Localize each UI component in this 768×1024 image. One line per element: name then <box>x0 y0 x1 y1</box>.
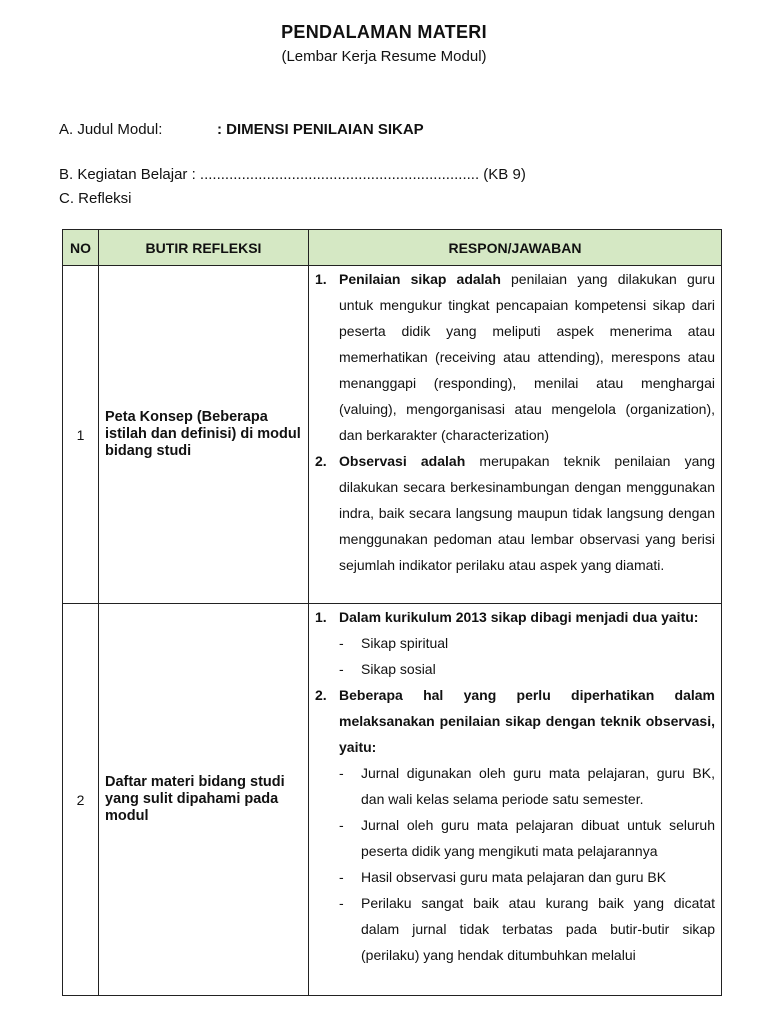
page-title: PENDALAMAN MATERI <box>281 22 487 42</box>
bullet-point <box>315 890 715 968</box>
bullet-text: Jurnal digunakan oleh guru mata pelajaran, guru BK, dan wali kelas selama periode satu semester. <box>361 765 715 807</box>
refleksi-label: C. Refleksi <box>59 190 132 207</box>
dash-marker: - <box>339 765 344 781</box>
bullet-point <box>315 864 715 890</box>
dash-marker: - <box>339 661 344 677</box>
response-item <box>315 266 715 448</box>
bullet-text: Jurnal oleh guru mata pelajaran dibuat untuk seluruh peserta didik yang mengikuti mata pelajarannya <box>361 817 715 859</box>
judul-modul-value: : DIMENSI PENILAIAN SIKAP <box>217 121 424 138</box>
header-respon-jawaban: RESPON/JAWABAN <box>309 230 722 266</box>
dash-marker: - <box>339 869 344 885</box>
bullet-point <box>315 656 715 682</box>
refleksi-table <box>62 229 722 996</box>
judul-modul-label: A. Judul Modul: <box>59 121 163 138</box>
butir-refleksi-text: Peta Konsep (Beberapa istilah dan definisi) di modul bidang studi <box>99 266 309 604</box>
header-no: NO <box>63 230 99 266</box>
item-heading: Dalam kurikulum 2013 sikap dibagi menjadi dua yaitu: <box>339 609 699 625</box>
page-subtitle: (Lembar Kerja Resume Modul) <box>281 48 487 65</box>
bullet-text: Sikap sosial <box>361 661 436 677</box>
dash-marker: - <box>339 635 344 651</box>
item-term: Penilaian sikap adalah <box>339 271 501 287</box>
kegiatan-belajar-line: B. Kegiatan Belajar : ................................................................... (KB 9) <box>59 166 526 183</box>
item-definition: penilaian yang dilakukan guru untuk mengukur tingkat pencapaian kompetensi sikap dari peserta didik yang meliputi aspek menerima atau memerhatikan (receiving atau attending), merespons atau menanggapi (responding), menilai atau menghargai (valuing), mengorganisasi atau mengelola (organization), dan berkarakter (characterization) <box>339 271 715 443</box>
bullet-point <box>315 812 715 864</box>
butir-refleksi-text: Daftar materi bidang studi yang sulit dipahami pada modul <box>99 604 309 996</box>
bullet-point <box>315 760 715 812</box>
response-item <box>315 682 715 760</box>
response-cell <box>309 266 722 604</box>
item-body <box>339 266 715 448</box>
response-item <box>315 604 715 630</box>
table-row <box>63 604 722 996</box>
response-cell <box>309 604 722 996</box>
row-number: 2 <box>63 604 99 996</box>
table-row <box>63 266 722 604</box>
item-heading: Beberapa hal yang perlu diperhatikan dalam melaksanakan penilaian sikap dengan teknik observasi, yaitu: <box>339 687 715 755</box>
item-number: 2. <box>315 453 327 469</box>
item-number: 1. <box>315 609 327 625</box>
bullet-point <box>315 630 715 656</box>
header-butir-refleksi: BUTIR REFLEKSI <box>99 230 309 266</box>
judul-modul-line <box>59 121 424 138</box>
response-item <box>315 448 715 578</box>
bullet-text: Perilaku sangat baik atau kurang baik yang dicatat dalam jurnal tidak terbatas pada butir-butir sikap (perilaku) yang hendak ditumbuhkan melalui <box>361 895 715 963</box>
bullet-text: Hasil observasi guru mata pelajaran dan guru BK <box>361 869 667 885</box>
table-header-row <box>63 230 722 266</box>
dash-marker: - <box>339 895 344 911</box>
item-number: 1. <box>315 271 327 287</box>
item-body <box>339 448 715 578</box>
item-number: 2. <box>315 687 327 703</box>
row-number: 1 <box>63 266 99 604</box>
item-definition: merupakan teknik penilaian yang dilakukan secara berkesinambungan dengan menggunakan indra, baik secara langsung maupun tidak langsung dengan menggunakan pedoman atau lembar observasi yang berisi sejumlah indikator perilaku atau aspek yang diamati. <box>339 453 716 573</box>
dash-marker: - <box>339 817 344 833</box>
item-term: Observasi adalah <box>339 453 466 469</box>
bullet-text: Sikap spiritual <box>361 635 449 651</box>
